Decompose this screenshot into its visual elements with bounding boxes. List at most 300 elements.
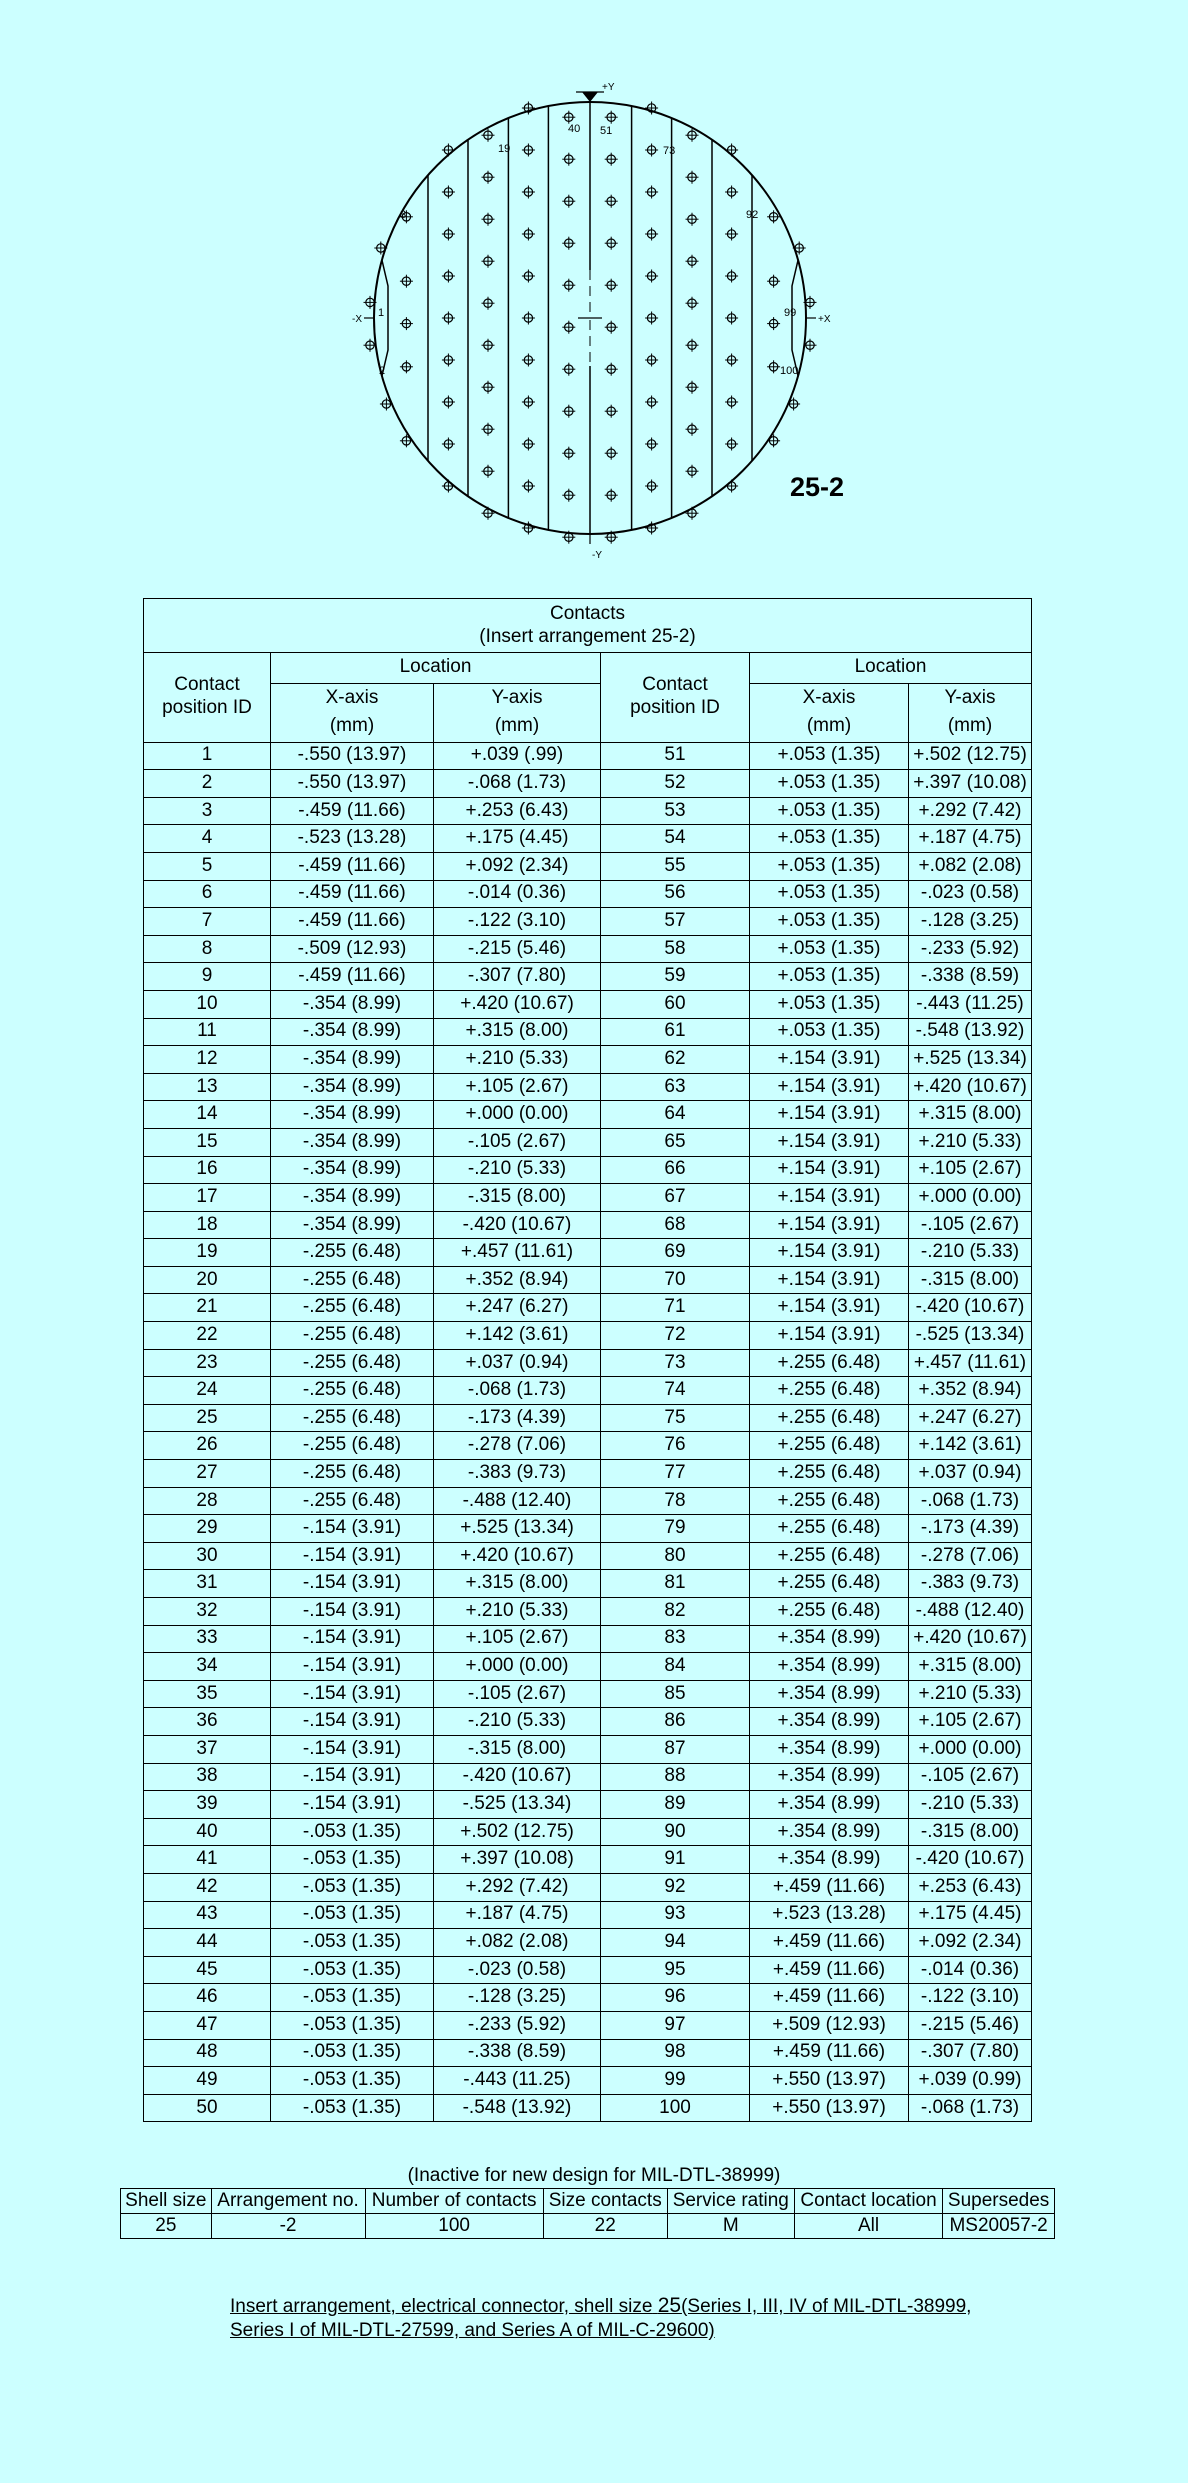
contact-row [144,1377,1032,1405]
y-value: -.383 (9.73) [909,1570,1032,1598]
contact-marker [442,354,455,367]
x-value: +.255 (6.48) [750,1542,909,1570]
contact-row [144,1156,1032,1184]
contact-id: 44 [144,1929,271,1957]
contact-marker [645,312,658,325]
x-value: -.154 (3.91) [271,1542,434,1570]
y-value: +.039 (0.99) [909,2067,1032,2095]
x-value: -.053 (1.35) [271,2039,434,2067]
contact-marker [562,363,575,376]
x-value: -.053 (1.35) [271,2011,434,2039]
x-value: +.154 (3.91) [750,1266,909,1294]
x-value: +.053 (1.35) [750,770,909,798]
contact-id: 16 [144,1156,271,1184]
y-value: +.187 (4.75) [909,825,1032,853]
contact-id: 9 [144,963,271,991]
contact-row [144,1432,1032,1460]
y-value: -.014 (0.36) [434,880,601,908]
x-value: +.154 (3.91) [750,1294,909,1322]
contact-id: 51 [601,742,750,770]
x-value: +.154 (3.91) [750,1128,909,1156]
y-value: -.128 (3.25) [909,908,1032,936]
contact-marker [686,381,699,394]
y-value: +.420 (10.67) [909,1073,1032,1101]
x-value: -.255 (6.48) [271,1322,434,1350]
contact-id: 21 [144,1294,271,1322]
y-value: +.210 (5.33) [434,1046,601,1074]
contact-marker [562,237,575,250]
contact-id: 46 [144,1984,271,2012]
x-value: +.255 (6.48) [750,1349,909,1377]
contact-marker [482,171,495,184]
contact-row [144,935,1032,963]
contact-row [144,1570,1032,1598]
x-value: +.354 (8.99) [750,1846,909,1874]
x-value: -.154 (3.91) [271,1708,434,1736]
x-value: -.255 (6.48) [271,1294,434,1322]
contact-row [144,1046,1032,1074]
contact-id: 89 [601,1791,750,1819]
contact-row [144,1873,1032,1901]
contact-marker [686,255,699,268]
contact-id: 27 [144,1460,271,1488]
x-value: +.255 (6.48) [750,1487,909,1515]
contact-id: 82 [601,1598,750,1626]
x-value: +.154 (3.91) [750,1101,909,1129]
y-value: -.443 (11.25) [434,2067,601,2095]
contact-row [144,1984,1032,2012]
contact-row [144,825,1032,853]
contact-id: 10 [144,990,271,1018]
contact-row [144,2011,1032,2039]
contact-row [144,1266,1032,1294]
x-value: +.459 (11.66) [750,2039,909,2067]
y-value: +.092 (2.34) [909,1929,1032,1957]
contact-id: 69 [601,1239,750,1267]
contact-id: 55 [601,852,750,880]
contact-id: 92 [601,1873,750,1901]
contact-marker [442,396,455,409]
contact-row [144,1598,1032,1626]
position-label: 40 [568,123,581,135]
y-value: -.315 (8.00) [909,1818,1032,1846]
y-value: +.175 (4.45) [909,1901,1032,1929]
contact-marker [793,242,806,255]
contact-id: 18 [144,1211,271,1239]
contact-marker [442,270,455,283]
contact-id: 58 [601,935,750,963]
contact-row [144,1073,1032,1101]
y-value: -.068 (1.73) [909,2094,1032,2122]
contact-marker [725,438,738,451]
y-value: -.383 (9.73) [434,1460,601,1488]
y-value: -.548 (13.92) [434,2094,601,2122]
y-value: -.122 (3.10) [909,1984,1032,2012]
y-value: -.315 (8.00) [909,1266,1032,1294]
position-label: 99 [784,307,797,319]
x-value: +.550 (13.97) [750,2067,909,2095]
contact-marker [767,360,780,373]
contact-id: 81 [601,1570,750,1598]
contact-marker [725,270,738,283]
y-value: -.068 (1.73) [434,1377,601,1405]
contact-row [144,1018,1032,1046]
x-value: -.459 (11.66) [271,963,434,991]
y-value: +.210 (5.33) [909,1680,1032,1708]
y-value: +.292 (7.42) [434,1873,601,1901]
location-header-right: Location [750,652,1032,683]
contact-marker [686,423,699,436]
y-value: +.352 (8.94) [434,1266,601,1294]
contact-marker [482,465,495,478]
contact-marker [605,363,618,376]
contact-id: 53 [601,797,750,825]
plus-x-label: +X [818,314,831,325]
y-value: +.420 (10.67) [434,990,601,1018]
x-value: -.354 (8.99) [271,1184,434,1212]
contact-row [144,1625,1032,1653]
y-value: +.502 (12.75) [909,742,1032,770]
y-value: -.420 (10.67) [909,1294,1032,1322]
contact-id: 43 [144,1901,271,1929]
x-value: +.154 (3.91) [750,1073,909,1101]
contact-id: 60 [601,990,750,1018]
x-value: +.053 (1.35) [750,880,909,908]
y-value: -.014 (0.36) [909,1956,1032,1984]
contact-id: 78 [601,1487,750,1515]
contact-marker [767,275,780,288]
id-header-right: Contact position ID [601,652,750,742]
contact-marker [562,111,575,124]
x-value: +.053 (1.35) [750,825,909,853]
x-value: -.459 (11.66) [271,852,434,880]
summary-value-row [121,2213,1055,2238]
contact-marker [400,317,413,330]
contact-row [144,852,1032,880]
summary-value: 25 [121,2213,212,2238]
x-value: -.154 (3.91) [271,1735,434,1763]
contact-id: 94 [601,1929,750,1957]
y-value: +.315 (8.00) [909,1101,1032,1129]
contact-row [144,1322,1032,1350]
x-value: -.255 (6.48) [271,1266,434,1294]
contact-row [144,1542,1032,1570]
contact-marker [645,228,658,241]
contact-id: 35 [144,1680,271,1708]
contact-id: 40 [144,1818,271,1846]
y-value: +.315 (8.00) [434,1570,601,1598]
y-value: +.000 (0.00) [434,1653,601,1681]
x-value: +.053 (1.35) [750,990,909,1018]
summary-table [120,2188,1055,2239]
y-value: +.525 (13.34) [434,1515,601,1543]
contact-id: 95 [601,1956,750,1984]
contact-row [144,1487,1032,1515]
contact-row [144,1846,1032,1874]
x-value: -.053 (1.35) [271,1901,434,1929]
minus-x-label: -X [352,314,362,325]
contact-id: 28 [144,1487,271,1515]
summary-value: MS20057-2 [943,2213,1055,2238]
contact-marker [767,317,780,330]
y-value: -.315 (8.00) [434,1735,601,1763]
contact-id: 32 [144,1598,271,1626]
x-value: +.053 (1.35) [750,797,909,825]
contact-marker [645,144,658,157]
x-value: +.154 (3.91) [750,1184,909,1212]
contact-marker [645,396,658,409]
x-value: +.354 (8.99) [750,1735,909,1763]
contact-marker [605,447,618,460]
summary-value: M [667,2213,794,2238]
arrangement-label: 25-2 [790,472,845,502]
contact-marker [645,438,658,451]
contact-marker [522,228,535,241]
y-value: +.092 (2.34) [434,852,601,880]
x-value: -.354 (8.99) [271,1128,434,1156]
contact-id: 100 [601,2094,750,2122]
contact-marker [605,195,618,208]
contact-marker [645,354,658,367]
contact-marker [482,381,495,394]
y-value: -.210 (5.33) [434,1156,601,1184]
contact-id: 59 [601,963,750,991]
contact-id: 39 [144,1791,271,1819]
contact-marker [522,186,535,199]
x-value: -.509 (12.93) [271,935,434,963]
x-value: +.053 (1.35) [750,908,909,936]
contact-id: 45 [144,1956,271,1984]
plus-y-label: +Y [602,82,615,93]
contact-marker [482,423,495,436]
contact-marker [725,396,738,409]
y-value: +.352 (8.94) [909,1377,1032,1405]
y-value: -.315 (8.00) [434,1184,601,1212]
x-value: +.053 (1.35) [750,963,909,991]
y-value: +.210 (5.33) [909,1128,1032,1156]
x-value: -.154 (3.91) [271,1570,434,1598]
contact-id: 7 [144,908,271,936]
x-value: -.255 (6.48) [271,1239,434,1267]
y-value: -.105 (2.67) [909,1763,1032,1791]
contact-marker [686,171,699,184]
x-value: +.354 (8.99) [750,1708,909,1736]
contact-id: 38 [144,1763,271,1791]
x-value: -.154 (3.91) [271,1791,434,1819]
y-value: +.039 (.99) [434,742,601,770]
x-value: +.255 (6.48) [750,1377,909,1405]
x-value: -.550 (13.97) [271,742,434,770]
y-value: +.142 (3.61) [434,1322,601,1350]
x-value: -.255 (6.48) [271,1432,434,1460]
y-value: -.443 (11.25) [909,990,1032,1018]
contact-id: 72 [601,1322,750,1350]
contact-id: 26 [144,1432,271,1460]
y-value: -.068 (1.73) [434,770,601,798]
x-value: -.523 (13.28) [271,825,434,853]
contact-id: 11 [144,1018,271,1046]
x-value: -.053 (1.35) [271,1846,434,1874]
x-axis-label: X-axis [802,687,856,709]
contact-marker [562,321,575,334]
x-value: +.255 (6.48) [750,1404,909,1432]
y-value: +.000 (0.00) [434,1101,601,1129]
y-value: +.175 (4.45) [434,825,601,853]
contact-marker [562,489,575,502]
contact-id: 37 [144,1735,271,1763]
contact-row [144,990,1032,1018]
contact-marker [686,297,699,310]
contact-marker [686,213,699,226]
summary-header: Size contacts [543,2189,667,2214]
contact-row [144,1735,1032,1763]
contact-marker [482,213,495,226]
contact-marker [645,270,658,283]
contact-row [144,1239,1032,1267]
x-header-left [271,683,434,742]
contact-marker [482,255,495,268]
contact-id: 70 [601,1266,750,1294]
y-value: +.082 (2.08) [434,1929,601,1957]
y-value: +.315 (8.00) [434,1018,601,1046]
contact-row [144,742,1032,770]
contact-marker [442,312,455,325]
contact-marker [562,195,575,208]
position-label: 3 [400,209,407,221]
contact-id: 74 [601,1377,750,1405]
x-value: +.154 (3.91) [750,1211,909,1239]
contact-id: 19 [144,1239,271,1267]
x-value: +.053 (1.35) [750,1018,909,1046]
contact-row [144,1184,1032,1212]
contact-row [144,1763,1032,1791]
x-value: -.255 (6.48) [271,1404,434,1432]
x-value: -.154 (3.91) [271,1763,434,1791]
unit-label: (mm) [947,715,993,737]
y-value: -.278 (7.06) [909,1542,1032,1570]
y-value: -.215 (5.46) [909,2011,1032,2039]
contact-id: 12 [144,1046,271,1074]
y-value: -.307 (7.80) [434,963,601,991]
y-value: +.247 (6.27) [434,1294,601,1322]
unit-label: (mm) [329,715,375,737]
contact-id: 88 [601,1763,750,1791]
location-header-left: Location [271,652,601,683]
contact-id: 2 [144,770,271,798]
x-value: +.354 (8.99) [750,1625,909,1653]
y-value: +.105 (2.67) [434,1625,601,1653]
contacts-table [143,598,1032,2122]
contact-id: 79 [601,1515,750,1543]
contact-id: 63 [601,1073,750,1101]
contact-marker [605,279,618,292]
x-value: -.354 (8.99) [271,990,434,1018]
contact-id: 24 [144,1377,271,1405]
contact-id: 1 [144,742,271,770]
x-value: +.459 (11.66) [750,1873,909,1901]
y-value: +.457 (11.61) [909,1349,1032,1377]
y-value: +.292 (7.42) [909,797,1032,825]
x-value: -.053 (1.35) [271,1818,434,1846]
y-value: +.253 (6.43) [434,797,601,825]
contact-marker [645,186,658,199]
contact-marker [686,507,699,520]
contact-id: 75 [601,1404,750,1432]
inactive-note: (Inactive for new design for MIL-DTL-38999) [407,2165,781,2186]
contacts-title: Contacts [550,603,625,624]
contact-row [144,2039,1032,2067]
contact-id: 96 [601,1984,750,2012]
contact-id: 76 [601,1432,750,1460]
contact-id: 20 [144,1266,271,1294]
contact-marker [522,396,535,409]
contact-row [144,2094,1032,2122]
x-value: +.354 (8.99) [750,1818,909,1846]
y-value: -.338 (8.59) [434,2039,601,2067]
y-value: +.105 (2.67) [434,1073,601,1101]
contact-row [144,1349,1032,1377]
summary-value: -2 [211,2213,365,2238]
contact-id: 90 [601,1818,750,1846]
summary-header: Number of contacts [365,2189,543,2214]
contact-marker [605,405,618,418]
contact-row [144,770,1032,798]
contact-id: 91 [601,1846,750,1874]
y-header-left [434,683,601,742]
x-value: +.255 (6.48) [750,1598,909,1626]
contact-marker [605,111,618,124]
x-value: +.154 (3.91) [750,1156,909,1184]
contact-id: 14 [144,1101,271,1129]
contact-row [144,1929,1032,1957]
contact-marker [442,186,455,199]
x-value: -.053 (1.35) [271,1984,434,2012]
x-value: -.354 (8.99) [271,1156,434,1184]
contact-row [144,1680,1032,1708]
contact-id: 85 [601,1680,750,1708]
contact-id: 77 [601,1460,750,1488]
y-value: +.397 (10.08) [434,1846,601,1874]
position-label: 19 [498,143,511,155]
contact-row [144,908,1032,936]
y-value: +.397 (10.08) [909,770,1032,798]
x-value: +.354 (8.99) [750,1791,909,1819]
y-value: -.210 (5.33) [434,1708,601,1736]
y-value: +.502 (12.75) [434,1818,601,1846]
contact-marker [605,321,618,334]
y-value: -.278 (7.06) [434,1432,601,1460]
summary-header: Supersedes [943,2189,1055,2214]
y-value: -.307 (7.80) [909,2039,1032,2067]
y-value: +.142 (3.61) [909,1432,1032,1460]
x-axis-label: X-axis [325,687,379,709]
y-value: -.128 (3.25) [434,1984,601,2012]
contact-marker [374,242,387,255]
contact-marker [442,480,455,493]
contact-id: 17 [144,1184,271,1212]
contact-marker [482,339,495,352]
contact-id: 67 [601,1184,750,1212]
contact-marker [442,438,455,451]
y-value: +.253 (6.43) [909,1873,1032,1901]
y-axis-label: Y-axis [944,687,996,709]
contact-id: 64 [601,1101,750,1129]
y-value: -.233 (5.92) [434,2011,601,2039]
minus-y-label: -Y [592,550,602,560]
x-value: -.154 (3.91) [271,1653,434,1681]
contact-id: 34 [144,1653,271,1681]
contact-id: 83 [601,1625,750,1653]
